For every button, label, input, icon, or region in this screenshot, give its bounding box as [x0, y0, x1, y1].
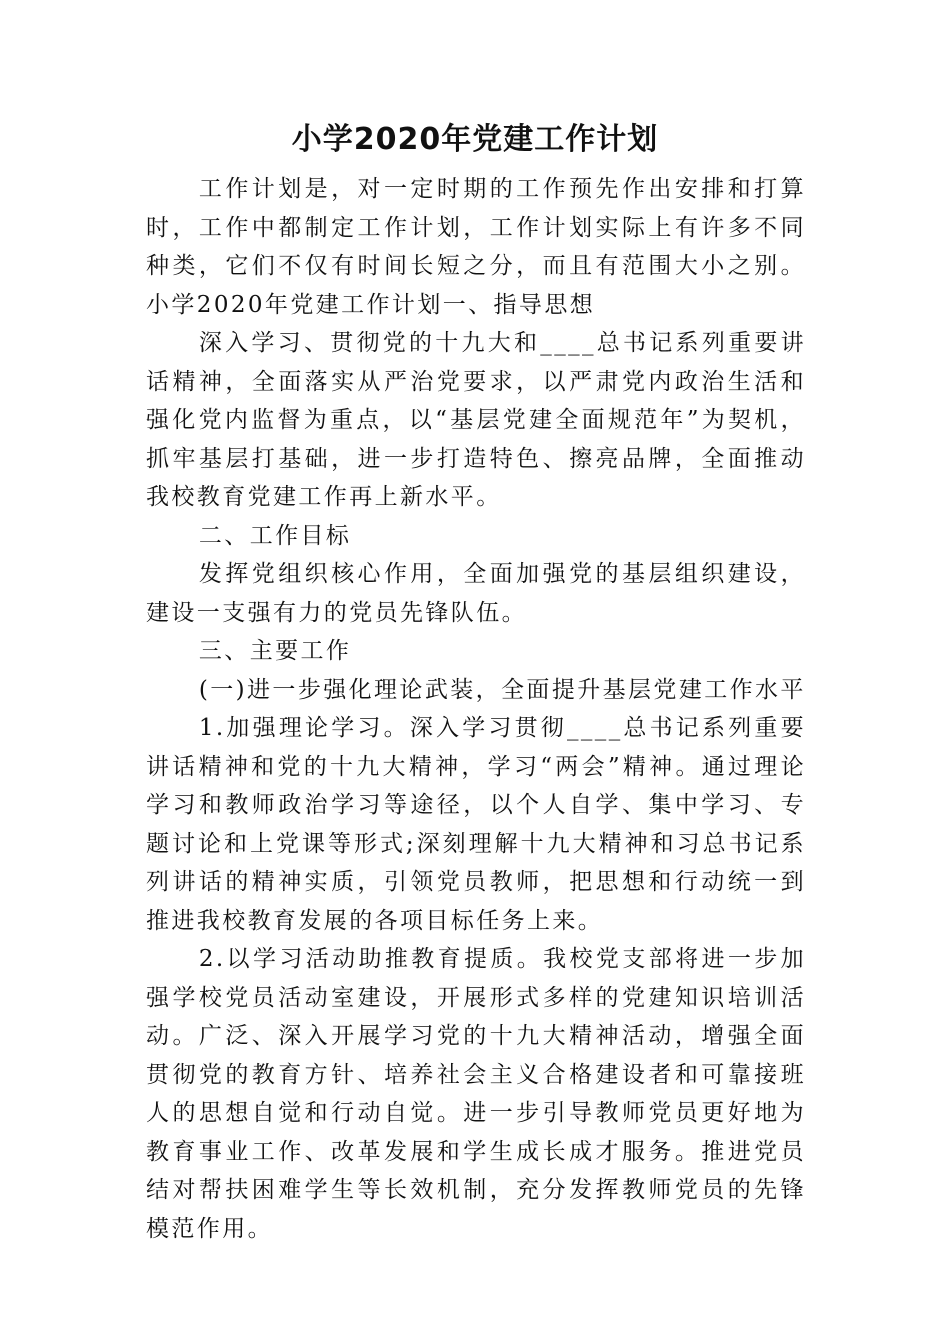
- guiding-ideology-paragraph: 深入学习、贯彻党的十九大和____总书记系列重要讲话精神，全面落实从严治党要求，以严肃党内政治生活和强化党内监督为重点，以“基层党建全面规范年”为契机，抓牢基层打基础，进一步打造特色、擦亮品牌，全面推动我校教育党建工作再上新水平。: [146, 330, 806, 510]
- goals-paragraph: 发挥党组织核心作用，全面加强党的基层组织建设，建设一支强有力的党员先锋队伍。: [146, 561, 806, 626]
- item-2-paragraph: 2.以学习活动助推教育提质。我校党支部将进一步加强学校党员活动室建设，开展形式多样的党建知识培训活动。广泛、深入开展学习党的十九大精神活动，增强全面贯彻党的教育方针、培养社会主义合格建设者和可靠接班人的思想自觉和行动自觉。进一步引导教师党员更好地为教育事业工作、改革发展和学生成长成才服务。推进党员结对帮扶困难学生等长效机制，充分发挥教师党员的先锋模范作用。: [146, 946, 806, 1242]
- section-heading-main-work: 三、主要工作: [198, 638, 352, 664]
- document-title: 小学2020年党建工作计划: [291, 122, 659, 157]
- document-body: [146, 170, 806, 1248]
- section-heading-goals: 二、工作目标: [198, 522, 352, 549]
- intro-paragraph: 工作计划是，对一定时期的工作预先作出安排和打算时，工作中都制定工作计划，工作计划实际上有许多不同种类，它们不仅有时间长短之分，而且有范围大小之别。小学2020年党建工作计划一、指导思想: [146, 176, 806, 318]
- item-1-paragraph: 1.加强理论学习。深入学习贯彻____总书记系列重要讲话精神和党的十九大精神，学习“两会”精神。通过理论学习和教师政治学习等途径，以个人自学、集中学习、专题讨论和上党课等形式;深刻理解十九大精神和习总书记系列讲话的精神实质，引领党员教师，把思想和行动统一到推进我校教育发展的各项目标任务上来。: [146, 715, 806, 934]
- subsection-heading-theory: (一)进一步强化理论武装，全面提升基层党建工作水平: [198, 676, 806, 703]
